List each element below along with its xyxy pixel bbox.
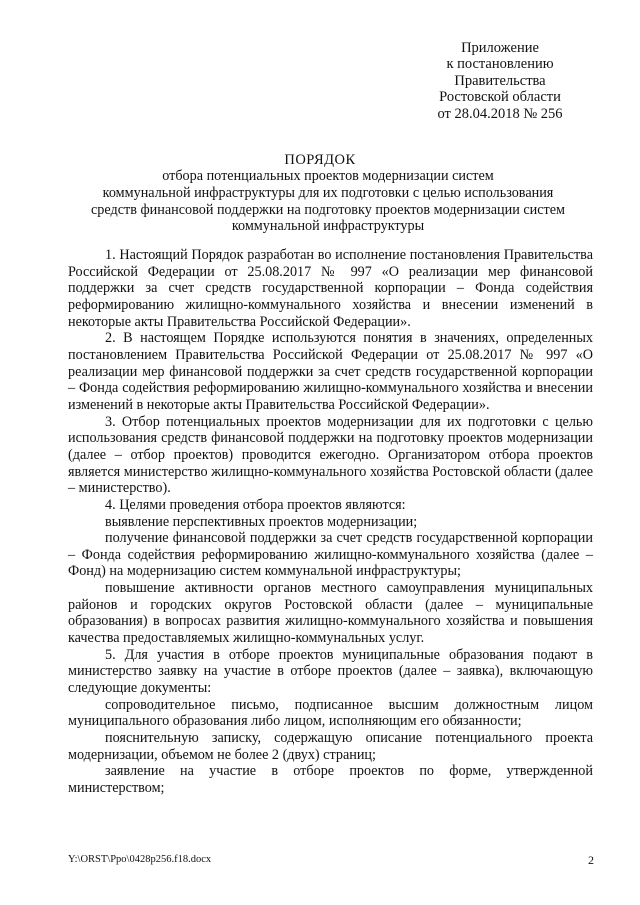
- subtitle-line: отбора потенциальных проектов модернизации систем: [162, 168, 494, 184]
- appendix-line: Правительства: [454, 72, 546, 89]
- paragraph: заявление на участие в отборе проектов по форме, утвержденной министерством;: [68, 763, 593, 796]
- appendix-line: к постановлению: [446, 56, 554, 73]
- document-title: ПОРЯДОК: [284, 152, 356, 168]
- document-body: [68, 247, 593, 797]
- paragraph: пояснительную записку, содержащую описание потенциального проекта модернизации, объемом не более 2 (двух) страниц;: [68, 730, 593, 763]
- appendix-line: от 28.04.2018 № 256: [437, 105, 563, 122]
- footer-file-path: Y:\ORST\Ppo\0428p256.f18.docx: [68, 854, 212, 865]
- appendix-block: [420, 40, 580, 122]
- paragraph: 5. Для участия в отборе проектов муниципальные образования подают в министерство заявку на участие в отборе проектов (далее – заявка), включающую следующие документы:: [68, 646, 593, 697]
- paragraph: сопроводительное письмо, подписанное высшим должностным лицом муниципального образования либо лицом, исполняющим его обязанности;: [68, 696, 593, 730]
- paragraph: 4. Целями проведения отбора проектов являются:: [105, 496, 406, 513]
- paragraph: выявление перспективных проектов модернизации;: [105, 513, 418, 530]
- appendix-line: Приложение: [461, 40, 539, 56]
- document-subtitle: [62, 168, 594, 235]
- paragraph: 2. В настоящем Порядке используются понятия в значениях, определенных постановлением Правительства Российской Федерации от 25.08.2017 № 997 «О реализации мер финансовой поддержки за счет средств государственной корпорации – Фонда содействия реформированию жилищно-коммунального хозяйства и внесении изменений в некоторые акты Правительства Российской Федерации».: [68, 330, 593, 413]
- paragraph: повышение активности органов местного самоуправления муниципальных районов и городских округов Ростовской области (далее – муниципальные образования) в вопросах развития жилищно-коммунального хозяйства и повышения качества предоставляемых жилищно-коммунальных услуг.: [68, 580, 593, 647]
- page-number: 2: [588, 853, 594, 867]
- paragraph: 3. Отбор потенциальных проектов модернизации для их подготовки с целью использования средств финансовой поддержки на подготовку проектов модернизации (далее – отбор проектов) проводится ежегодно. Организатором отбора проектов является министерство жилищно-коммунального хозяйства Ростовской области (далее – министерство).: [68, 413, 593, 497]
- subtitle-line: средств финансовой поддержки на подготовку проектов модернизации систем: [91, 201, 565, 218]
- paragraph: 1. Настоящий Порядок разработан во исполнение постановления Правительства Российской Федерации от 25.08.2017 № 997 «О реализации мер финансовой поддержки за счет средств государственной корпорации – Фонда содействия реформированию жилищно-коммунального хозяйства и внесении изменений в некоторые акты Правительства Российской Федерации».: [68, 247, 593, 330]
- subtitle-line: коммунальной инфраструктуры: [231, 218, 425, 235]
- subtitle-line: коммунальной инфраструктуры для их подготовки с целью использования: [102, 184, 554, 201]
- paragraph: получение финансовой поддержки за счет средств государственной корпорации – Фонда содействия реформированию жилищно-коммунального хозяйства (далее – Фонд) на модернизацию систем коммунальной инфраструктуры;: [68, 530, 593, 580]
- appendix-line: Ростовской области: [439, 89, 561, 106]
